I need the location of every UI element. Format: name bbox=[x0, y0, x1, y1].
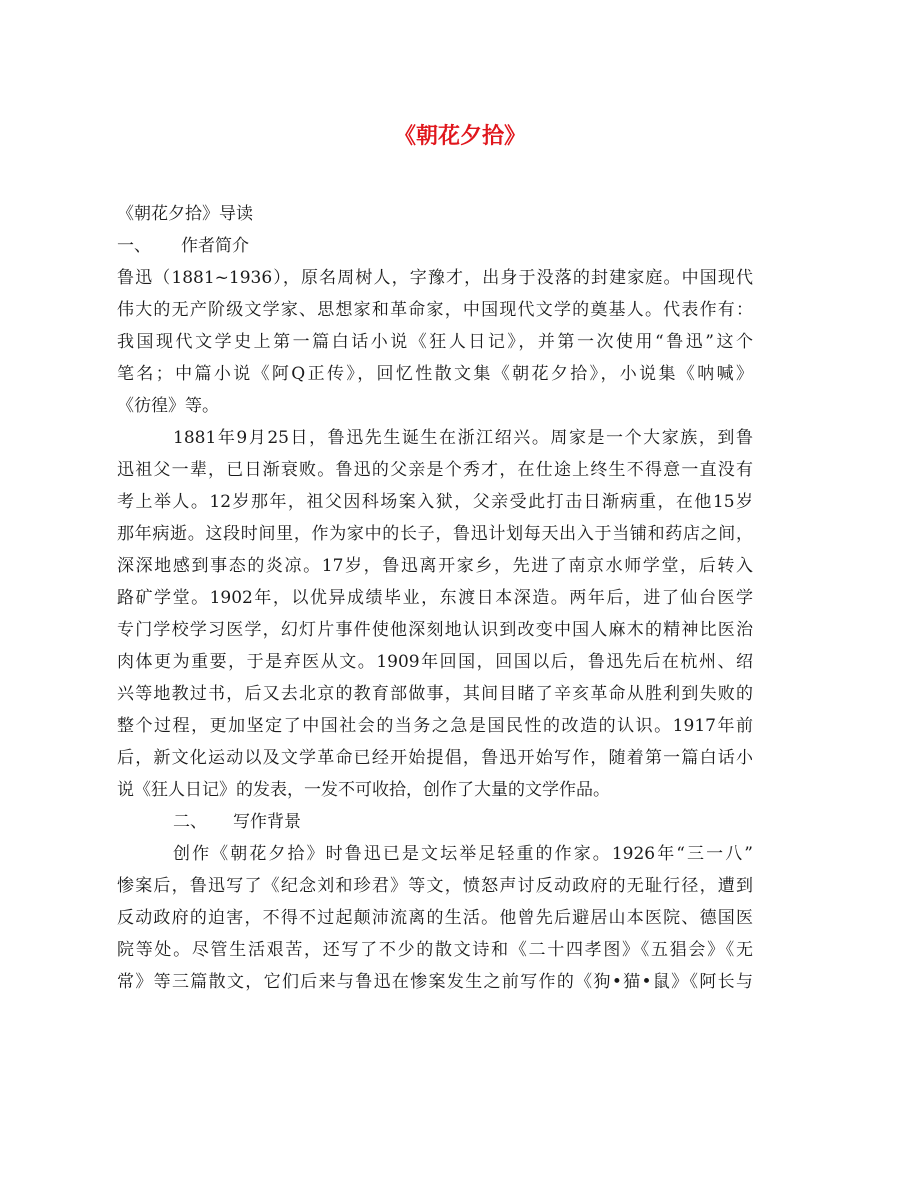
section-number: 一、 bbox=[117, 236, 151, 256]
document-body bbox=[117, 198, 753, 998]
paragraph-line: 伟大的无产阶级文学家、思想家和革命家，中国现代文学的奠基人。代表作有： bbox=[117, 300, 753, 320]
paragraph-line: 院等处。尽管生活艰苦，还写了不少的散文诗和《二十四孝图》《五猖会》《无 bbox=[117, 940, 753, 960]
paragraph-line: 鲁迅（1881~1936），原名周树人，字豫才，出身于没落的封建家庭。中国现代 bbox=[117, 268, 753, 288]
paragraph-line: 深深地感到事态的炎凉。17岁，鲁迅离开家乡，先进了南京水师学堂，后转入 bbox=[117, 556, 753, 576]
document-title: 《朝花夕拾》 bbox=[393, 124, 526, 149]
paragraph-line: 考上举人。12岁那年，祖父因科场案入狱，父亲受此打击日渐病重，在他15岁 bbox=[117, 492, 753, 512]
paragraph-line: 那年病逝。这段时间里，作为家中的长子，鲁迅计划每天出入于当铺和药店之间， bbox=[117, 524, 753, 544]
paragraph-line: 我国现代文学史上第一篇白话小说《狂人日记》，并第一次使用“鲁迅”这个 bbox=[117, 332, 753, 352]
section-number: 二、 bbox=[173, 812, 207, 832]
paragraph-line: 说《狂人日记》的发表，一发不可收拾，创作了大量的文学作品。 bbox=[117, 780, 610, 800]
paragraph-line: 肉体更为重要，于是弃医从文。1909年回国，回国以后，鲁迅先后在杭州、绍 bbox=[117, 652, 753, 672]
paragraph-line: 《彷徨》等。 bbox=[117, 396, 219, 416]
paragraph-line: 兴等地教过书，后又去北京的教育部做事，其间目睹了辛亥革命从胜利到失败的 bbox=[117, 684, 753, 704]
section-title: 写作背景 bbox=[233, 812, 301, 832]
section-heading-author bbox=[117, 230, 753, 262]
section-title: 作者简介 bbox=[181, 236, 249, 256]
paragraph-line: 反动政府的迫害，不得不过起颠沛流离的生活。他曾先后避居山本医院、德国医 bbox=[117, 908, 753, 928]
paragraph-line: 创作《朝花夕拾》时鲁迅已是文坛举足轻重的作家。1926年“三一八” bbox=[173, 844, 753, 864]
paragraph-line: 笔名；中篇小说《阿Q正传》，回忆性散文集《朝花夕拾》，小说集《呐喊》 bbox=[117, 364, 753, 384]
paragraph-line: 后，新文化运动以及文学革命已经开始提倡，鲁迅开始写作，随着第一篇白话小 bbox=[117, 748, 753, 768]
section-heading-background bbox=[117, 806, 753, 838]
paragraph-line: 整个过程，更加坚定了中国社会的当务之急是国民性的改造的认识。1917年前 bbox=[117, 716, 753, 736]
paragraph-line: 专门学校学习医学，幻灯片事件使他深刻地认识到改变中国人麻木的精神比医治 bbox=[117, 620, 753, 640]
paragraph-line: 常》等三篇散文，它们后来与鲁迅在惨案发生之前写作的《狗•猫•鼠》《阿长与 bbox=[117, 972, 753, 992]
subtitle: 《朝花夕拾》导读 bbox=[117, 204, 253, 224]
paragraph-line: 迅祖父一辈，已日渐衰败。鲁迅的父亲是个秀才，在仕途上终生不得意一直没有 bbox=[117, 460, 753, 480]
paragraph-line: 1881年9月25日，鲁迅先生诞生在浙江绍兴。周家是一个大家族，到鲁 bbox=[173, 428, 753, 448]
paragraph-line: 路矿学堂。1902年，以优异成绩毕业，东渡日本深造。两年后，进了仙台医学 bbox=[117, 588, 753, 608]
paragraph-line: 惨案后，鲁迅写了《纪念刘和珍君》等文，愤怒声讨反动政府的无耻行径，遭到 bbox=[117, 876, 753, 896]
